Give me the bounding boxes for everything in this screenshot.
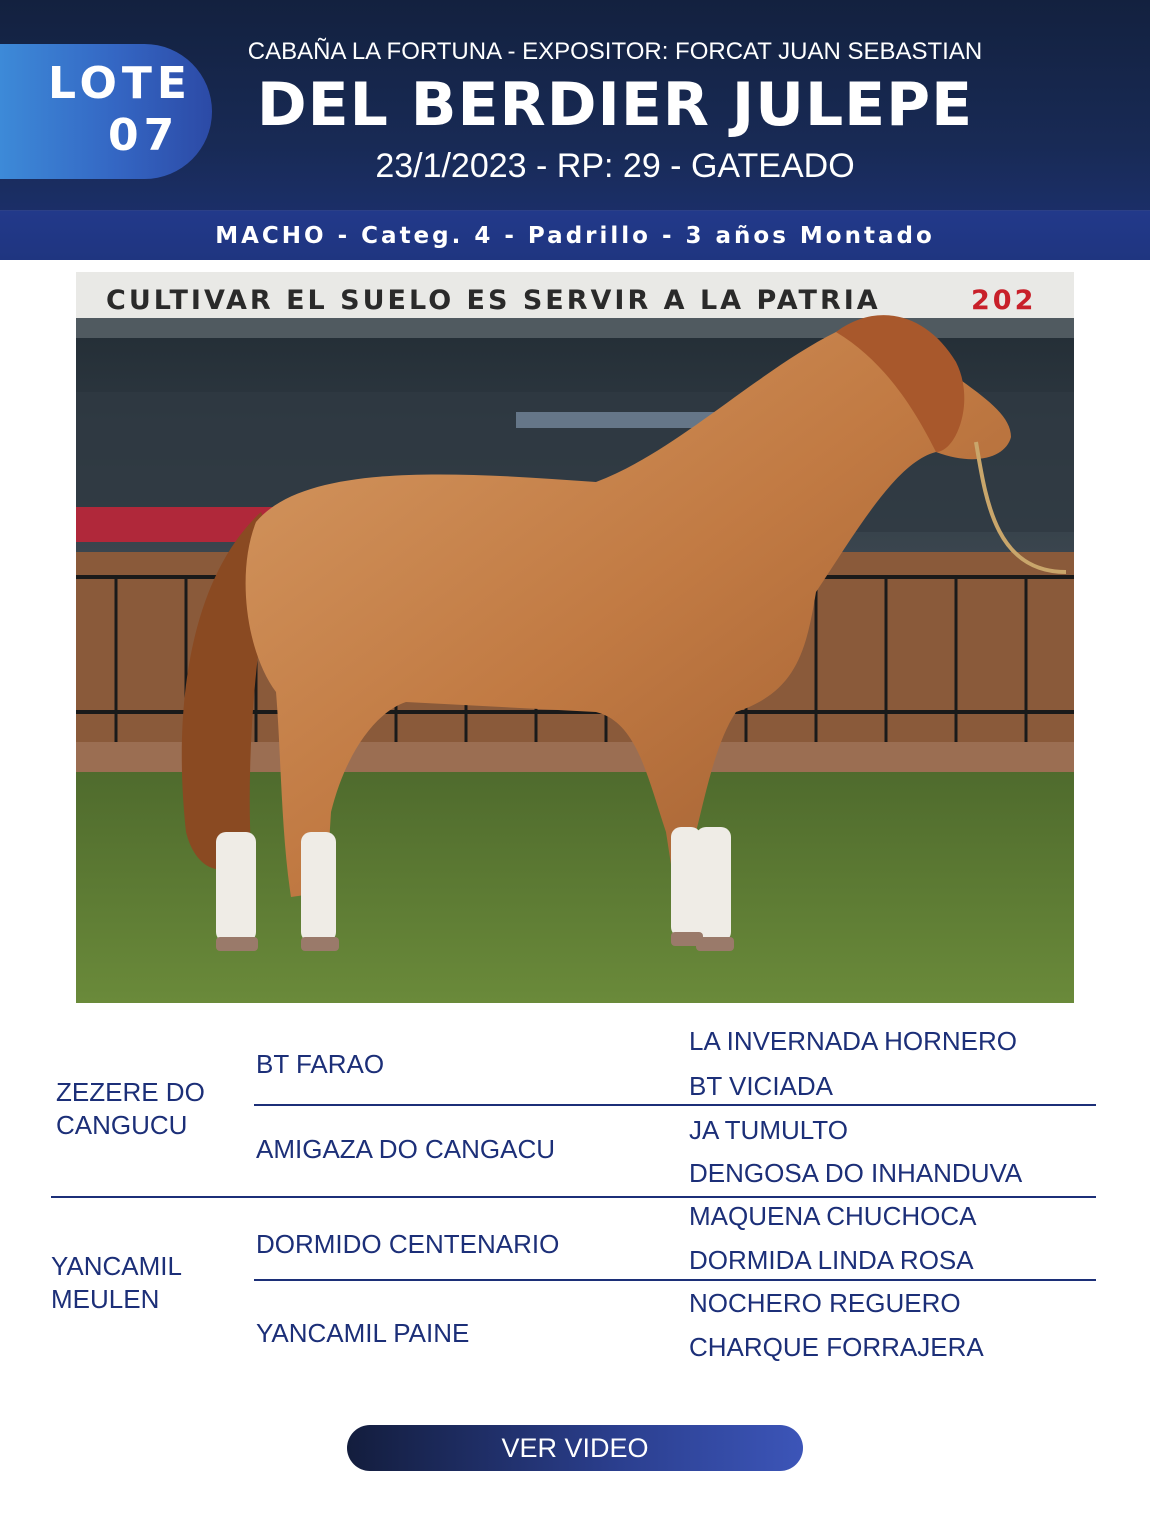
pedigree-sire-sire-sire: LA INVERNADA HORNERO	[689, 1026, 1017, 1056]
pedigree-sire: ZEZERE DO CANGUCU	[56, 1077, 205, 1140]
pedigree-divider	[51, 1196, 1096, 1198]
pedigree-dam-sire-dam: DORMIDA LINDA ROSA	[689, 1245, 974, 1275]
lot-label: LOTE	[48, 58, 192, 109]
pedigree-sire-dam: AMIGAZA DO CANGACU	[256, 1134, 556, 1164]
pedigree-dam-sire-sire: MAQUENA CHUCHOCA	[689, 1201, 977, 1231]
pedigree-dam-dam-sire: NOCHERO REGUERO	[689, 1288, 961, 1318]
pedigree-dam-dam-dam: CHARQUE FORRAJERA	[689, 1332, 984, 1362]
horse-name: DEL BERDIER JULEPE	[256, 70, 974, 140]
pedigree-sire-dam-sire: JA TUMULTO	[689, 1115, 848, 1145]
pedigree-dam-sire: DORMIDO CENTENARIO	[256, 1229, 560, 1259]
lot-number: 07	[108, 110, 180, 161]
pedigree-sire-dam-dam: DENGOSA DO INHANDUVA	[689, 1158, 1023, 1188]
exhibitor-text: CABAÑA LA FORTUNA - EXPOSITOR: FORCAT JUAN SEBASTIAN	[247, 38, 983, 65]
pedigree-sire-sire-dam: BT VICIADA	[689, 1071, 834, 1101]
banner-year: 202	[971, 285, 1037, 316]
horse-details: 23/1/2023 - RP: 29 - GATEADO	[375, 147, 855, 185]
horse-photo	[76, 272, 1074, 1003]
pedigree-sire-sire: BT FARAO	[256, 1049, 385, 1079]
pedigree-divider	[254, 1104, 1096, 1106]
category-text: MACHO - Categ. 4 - Padrillo - 3 años Montado	[215, 223, 935, 249]
pedigree-dam-dam: YANCAMIL PAINE	[256, 1318, 470, 1348]
watch-video-button[interactable]: VER VIDEO	[347, 1425, 803, 1471]
banner-text: CULTIVAR EL SUELO ES SERVIR A LA PATRIA	[106, 285, 881, 316]
pedigree-dam: YANCAMIL MEULEN	[51, 1251, 182, 1314]
pedigree-divider	[254, 1279, 1096, 1281]
